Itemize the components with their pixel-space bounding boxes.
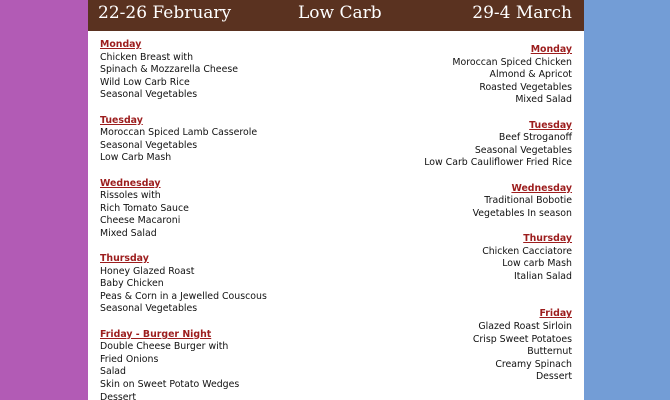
menu-item: Dessert — [100, 391, 137, 400]
day-heading-wednesday: Wednesday — [511, 182, 572, 194]
menu-item: Italian Salad — [513, 270, 572, 282]
left-week-column — [100, 39, 340, 400]
menu-title: Low Carb — [298, 3, 382, 23]
menu-item: Spinach & Mozzarella Cheese — [100, 64, 238, 76]
menu-item: Seasonal Vegetables — [100, 139, 198, 151]
menu-item: Rich Tomato Sauce — [100, 202, 189, 214]
menu-item: Mixed Salad — [515, 94, 572, 106]
menu-item: Moroccan Spiced Chicken — [452, 56, 572, 68]
menu-item: Crisp Sweet Potatoes — [472, 333, 572, 345]
menu-item: Rissoles with — [100, 190, 161, 202]
menu-item: Almond & Apricot — [489, 69, 572, 81]
day-heading-tuesday: Tuesday — [100, 114, 143, 126]
menu-item: Dessert — [535, 371, 572, 383]
day-heading-monday: Monday — [530, 44, 572, 55]
day-heading-thursday: Thursday — [100, 253, 149, 265]
right-color-band — [584, 0, 670, 400]
menu-item: Salad — [100, 366, 126, 378]
menu-item: Beef Stroganoff — [498, 132, 572, 144]
menu-item: Moroccan Spiced Lamb Casserole — [100, 127, 258, 139]
menu-item: Low Carb Cauliflower Fried Rice — [424, 157, 572, 169]
right-week-dates: 29-4 March — [472, 3, 572, 23]
menu-item: Seasonal Vegetables — [100, 89, 198, 101]
day-heading-wednesday: Wednesday — [100, 177, 161, 189]
menu-item: Chicken Cacciatore — [482, 245, 572, 257]
left-color-band — [0, 0, 88, 400]
menu-item: Chicken Breast with — [100, 51, 194, 63]
menu-item: Baby Chicken — [100, 278, 164, 290]
menu-item: Roasted Vegetables — [479, 81, 572, 93]
menu-item: Low carb Mash — [502, 258, 572, 270]
left-week-dates: 22-26 February — [98, 3, 232, 23]
menu-item: Seasonal Vegetables — [474, 144, 572, 156]
menu-item: Fried Onions — [100, 353, 159, 365]
menu-item: Wild Low Carb Rice — [100, 76, 190, 88]
menu-item: Glazed Roast Sirloin — [478, 321, 572, 333]
day-heading-tuesday: Tuesday — [529, 119, 572, 131]
menu-page — [88, 0, 584, 400]
day-heading-thursday: Thursday — [523, 232, 572, 244]
day-heading-friday: Friday - Burger Night — [100, 328, 212, 340]
right-week-column — [322, 44, 572, 384]
menu-item: Butternut — [527, 346, 572, 358]
menu-item: Peas & Corn in a Jewelled Couscous — [100, 290, 267, 302]
menu-item: Honey Glazed Roast — [100, 265, 195, 277]
menu-item: Vegetables In season — [472, 207, 572, 219]
menu-item: Seasonal Vegetables — [100, 303, 198, 315]
menu-item: Creamy Spinach — [495, 358, 572, 370]
menu-item: Traditional Bobotie — [484, 195, 572, 207]
menu-item: Cheese Macaroni — [100, 215, 181, 227]
day-heading-monday: Monday — [100, 39, 142, 50]
menu-item: Low Carb Mash — [100, 152, 172, 164]
menu-item: Skin on Sweet Potato Wedges — [100, 379, 240, 391]
menu-header — [88, 0, 584, 31]
menu-item: Double Cheese Burger with — [100, 341, 229, 353]
day-heading-friday: Friday — [539, 308, 572, 320]
menu-item: Mixed Salad — [100, 227, 157, 239]
